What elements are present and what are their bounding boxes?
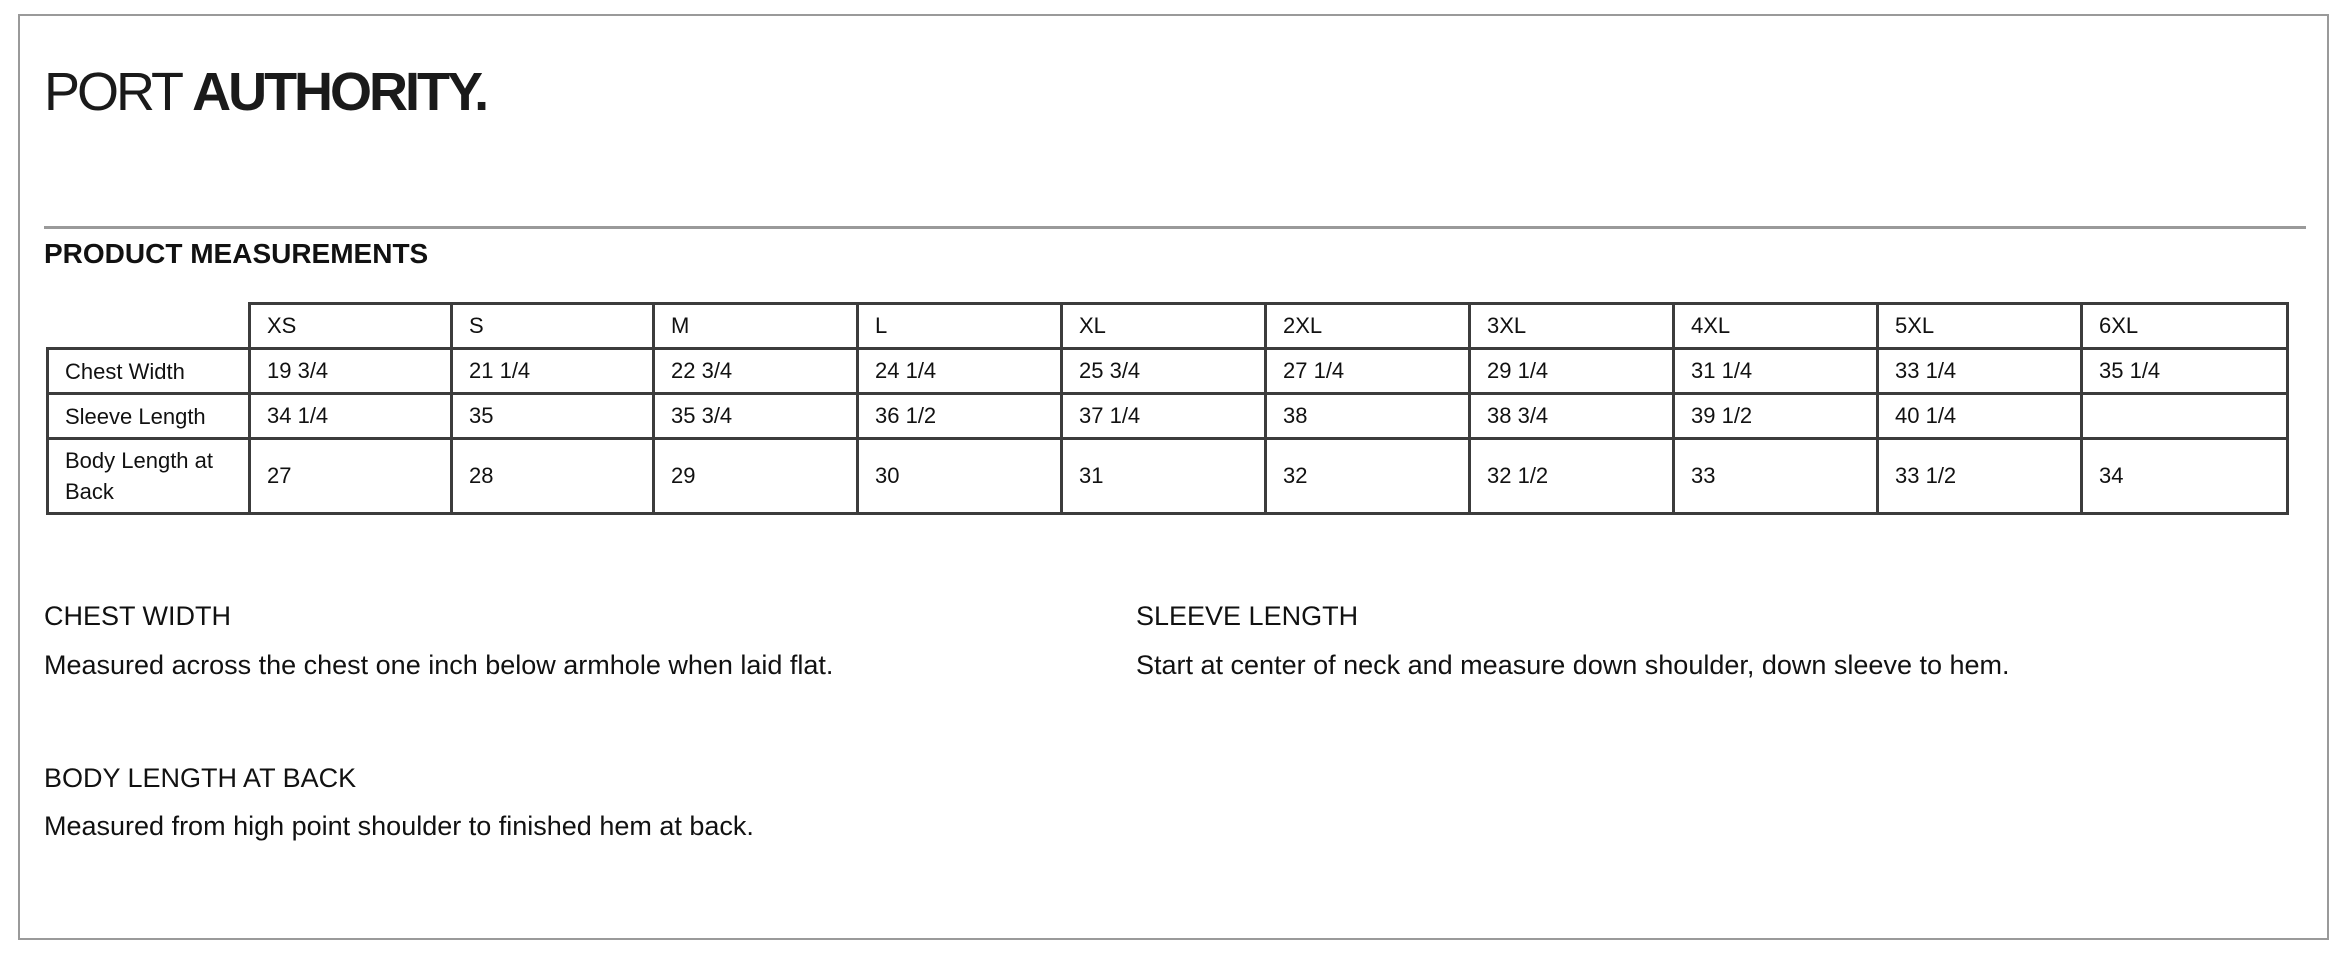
measurement-cell: 40 1/4 bbox=[1878, 394, 2082, 439]
measurement-cell: 31 bbox=[1062, 439, 1266, 514]
measurement-cell: 34 bbox=[2082, 439, 2288, 514]
measurement-cell: 35 3/4 bbox=[654, 394, 858, 439]
size-header-row bbox=[48, 304, 2288, 349]
measurement-cell: 25 3/4 bbox=[1062, 349, 1266, 394]
measurement-cell: 21 1/4 bbox=[452, 349, 654, 394]
table-row-chest-width bbox=[48, 349, 2288, 394]
measurement-cell: 38 3/4 bbox=[1470, 394, 1674, 439]
measurement-cell: 32 bbox=[1266, 439, 1470, 514]
size-header-cell: XS bbox=[250, 304, 452, 349]
sleeve-length-description: Start at center of neck and measure down shoulder, down sleeve to hem. bbox=[1136, 650, 2010, 680]
brand-logo bbox=[44, 62, 486, 122]
measurement-cell: 31 1/4 bbox=[1674, 349, 1878, 394]
table-row-sleeve-length bbox=[48, 394, 2288, 439]
chest-width-description: Measured across the chest one inch below armhole when laid flat. bbox=[44, 650, 834, 680]
measurement-cell: 35 1/4 bbox=[2082, 349, 2288, 394]
body-length-heading: BODY LENGTH AT BACK bbox=[44, 763, 357, 793]
measurement-cell: 29 bbox=[654, 439, 858, 514]
measurement-cell: 27 bbox=[250, 439, 452, 514]
table-row-body-length bbox=[48, 439, 2288, 514]
measurement-cell: 34 1/4 bbox=[250, 394, 452, 439]
measurement-cell: 27 1/4 bbox=[1266, 349, 1470, 394]
sleeve-length-heading: SLEEVE LENGTH bbox=[1136, 601, 1359, 631]
body-length-description: Measured from high point shoulder to finished hem at back. bbox=[44, 811, 754, 841]
measurements-table bbox=[46, 302, 2289, 515]
measurement-cell: 38 bbox=[1266, 394, 1470, 439]
size-header-cell: XL bbox=[1062, 304, 1266, 349]
size-header-cell: 2XL bbox=[1266, 304, 1470, 349]
measurement-cell: 33 1/2 bbox=[1878, 439, 2082, 514]
measurement-cell: 39 1/2 bbox=[1674, 394, 1878, 439]
measurement-cell: 36 1/2 bbox=[858, 394, 1062, 439]
header-divider bbox=[44, 226, 2306, 229]
measurement-cell: 33 1/4 bbox=[1878, 349, 2082, 394]
size-header-cell: S bbox=[452, 304, 654, 349]
measurement-cell: 33 bbox=[1674, 439, 1878, 514]
logo-word-authority: AUTHORITY. bbox=[192, 62, 487, 122]
measurement-cell bbox=[2082, 394, 2288, 439]
table-corner-cell bbox=[48, 304, 250, 349]
measurement-cell: 32 1/2 bbox=[1470, 439, 1674, 514]
size-header-cell: L bbox=[858, 304, 1062, 349]
measurement-cell: 35 bbox=[452, 394, 654, 439]
row-label: Body Length at Back bbox=[48, 439, 250, 514]
row-label: Sleeve Length bbox=[48, 394, 250, 439]
measurement-cell: 19 3/4 bbox=[250, 349, 452, 394]
measurement-cell: 37 1/4 bbox=[1062, 394, 1266, 439]
measurement-cell: 30 bbox=[858, 439, 1062, 514]
size-header-cell: M bbox=[654, 304, 858, 349]
size-header-cell: 5XL bbox=[1878, 304, 2082, 349]
measurement-cell: 29 1/4 bbox=[1470, 349, 1674, 394]
logo-word-port: PORT bbox=[44, 62, 181, 122]
size-header-cell: 4XL bbox=[1674, 304, 1878, 349]
size-header-cell: 3XL bbox=[1470, 304, 1674, 349]
measurement-cell: 22 3/4 bbox=[654, 349, 858, 394]
measurement-cell: 24 1/4 bbox=[858, 349, 1062, 394]
section-title: PRODUCT MEASUREMENTS bbox=[44, 238, 429, 269]
chest-width-heading: CHEST WIDTH bbox=[44, 601, 231, 631]
row-label: Chest Width bbox=[48, 349, 250, 394]
measurement-cell: 28 bbox=[452, 439, 654, 514]
size-header-cell: 6XL bbox=[2082, 304, 2288, 349]
